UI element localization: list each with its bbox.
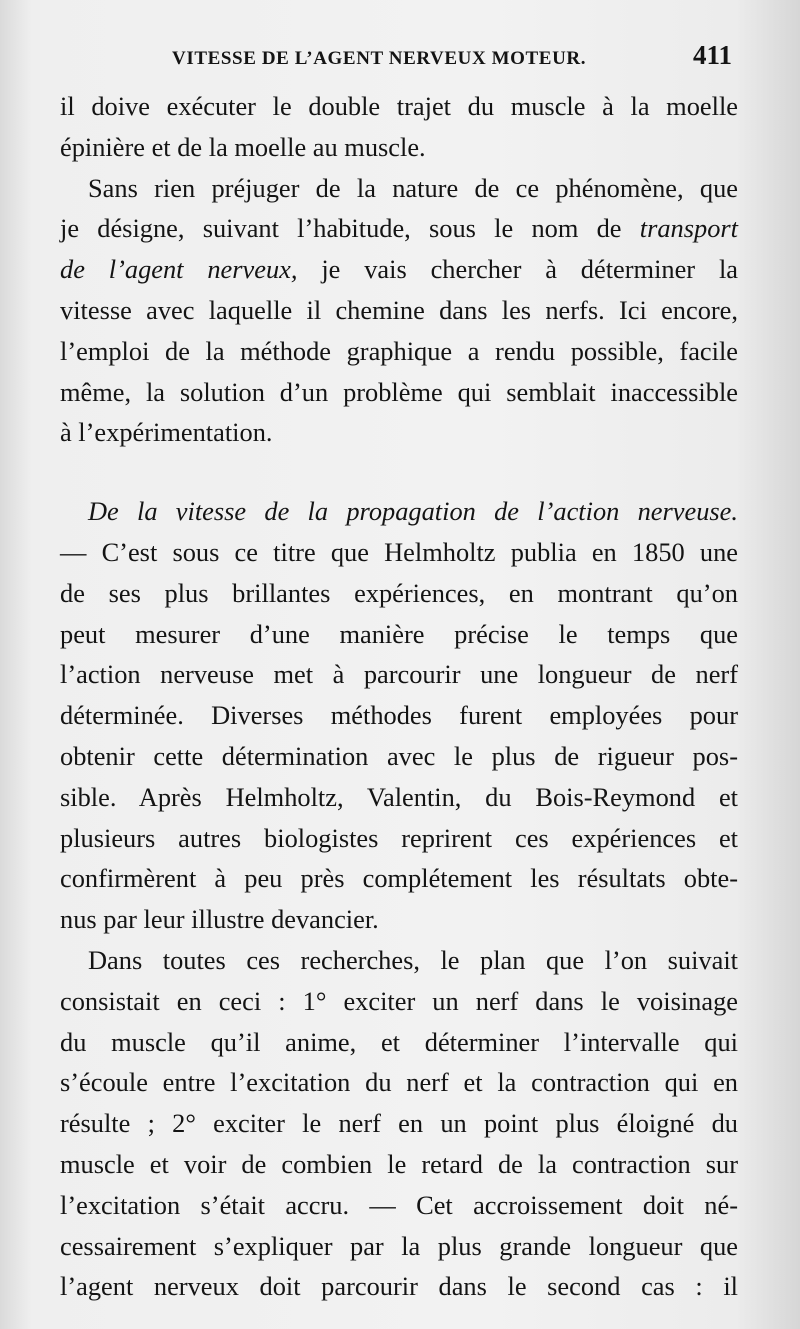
page-header <box>60 40 740 80</box>
text-line: l’action nerveuse met à parcourir une longueur de nerf <box>60 659 738 690</box>
text-line: s’écoule entre l’excitation du nerf et la contraction qui en <box>60 1067 738 1098</box>
italic-text: de l’agent nerveux, <box>60 254 298 285</box>
text-line: plusieurs autres biologistes reprirent ces expériences et <box>60 822 738 853</box>
text-line: résulte ; 2° exciter le nerf en un point plus éloigné du <box>60 1108 738 1139</box>
text-line: épinière et de la moelle au muscle. <box>60 131 426 162</box>
running-title: VITESSE DE L’AGENT NERVEUX MOTEUR. <box>172 48 587 69</box>
text-line: même, la solution d’un problème qui semblait inaccessible <box>60 376 738 407</box>
text-line: muscle et voir de combien le retard de la contraction sur <box>60 1148 738 1179</box>
roman-text: je vais chercher à déterminer la <box>297 254 738 285</box>
text-line <box>60 491 738 532</box>
text-line: consistait en ceci : 1° exciter un nerf dans le voisinage <box>60 985 738 1016</box>
text-line: peut mesurer d’une manière précise le temps que <box>60 618 738 649</box>
text-line: — C’est sous ce titre que Helmholtz publia en 1850 une <box>60 536 738 567</box>
text-line: il doive exécuter le double trajet du muscle à la moelle <box>60 91 738 121</box>
text-line: obtenir cette détermination avec le plus de rigueur pos- <box>60 740 738 771</box>
italic-text: transport <box>639 213 738 244</box>
text-line: nus par leur illustre devancier. <box>60 904 379 935</box>
text-line: l’emploi de la méthode graphique a rendu possible, facile <box>60 335 738 366</box>
text-line: à l’expérimentation. <box>60 417 273 448</box>
text-line: cessairement s’expliquer par la plus grande longueur que <box>60 1230 738 1261</box>
text-line <box>60 249 738 290</box>
italic-text: De la vitesse de la propagation de l’action nerveuse. <box>88 496 738 527</box>
text-line: confirmèrent à peu près complétement les résultats obte- <box>60 863 738 894</box>
text-line: déterminée. Diverses méthodes furent employées pour <box>60 700 738 731</box>
text-line: l’excitation s’était accru. — Cet accroissement doit né- <box>60 1189 738 1220</box>
body-text <box>60 86 738 1307</box>
text-line: vitesse avec laquelle il chemine dans les nerfs. Ici encore, <box>60 294 738 325</box>
paragraph-gap <box>60 453 738 491</box>
text-line: Sans rien préjuger de la nature de ce phénomène, que <box>88 172 738 203</box>
roman-text: je désigne, suivant l’habitude, sous le nom de <box>60 213 640 244</box>
text-line: l’agent nerveux doit parcourir dans le second cas : il <box>60 1271 738 1302</box>
text-line <box>60 208 738 249</box>
text-line: de ses plus brillantes expériences, en montrant qu’on <box>60 577 738 608</box>
page-number: 411 <box>692 40 732 70</box>
text-line: Dans toutes ces recherches, le plan que l’on suivait <box>88 944 738 975</box>
text-line: du muscle qu’il anime, et déterminer l’intervalle qui <box>60 1026 738 1057</box>
text-line: sible. Après Helmholtz, Valentin, du Bois-Reymond et <box>60 781 738 812</box>
